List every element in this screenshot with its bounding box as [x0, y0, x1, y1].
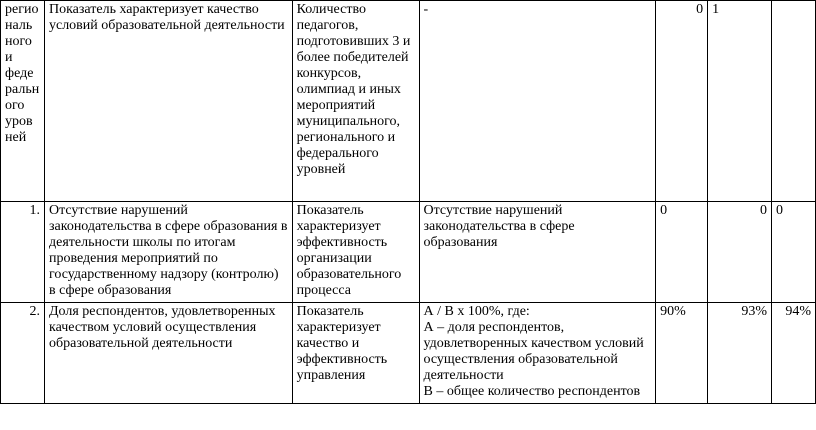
indicator-description-cell: Показатель характеризует эффективность организации образовательного процесса: [292, 202, 419, 303]
value-cell-2: 0: [708, 202, 772, 303]
value-cell-3: [771, 1, 815, 202]
row-number-line: и: [5, 50, 13, 65]
value-cell-3: 94%: [771, 303, 815, 404]
row-number-cell: 2.: [1, 303, 45, 404]
row-number-line: ого: [5, 98, 25, 113]
calculation-method-cell: Отсутствие нарушений законодательства в сфере образования: [419, 202, 656, 303]
value-cell-2: 93%: [708, 303, 772, 404]
value-cell-1: 0: [656, 1, 708, 202]
table-row: [1, 303, 816, 404]
calculation-method-cell: -: [419, 1, 656, 202]
indicator-description-cell: Количество педагогов, подготовивших 3 и более победителей конкурсов, олимпиад и иных мероприятий муниципального, регионального и федерального уровней: [292, 1, 419, 202]
method-line: А / В х 100%, где:: [423, 304, 530, 319]
calculation-method-cell: [419, 303, 656, 404]
row-number-line: наль: [5, 18, 33, 33]
value-cell-2: 1: [708, 1, 772, 202]
method-line: А – доля респондентов, удовлетворенных качеством условий осуществления образовательной деятельности: [423, 320, 644, 383]
table-row: [1, 202, 816, 303]
row-number-cell: [1, 1, 45, 202]
value-cell-1: 90%: [656, 303, 708, 404]
indicator-description-cell: Показатель характеризует качество и эффективность управления: [292, 303, 419, 404]
row-number-line: регио: [5, 2, 39, 17]
row-number-cell: 1.: [1, 202, 45, 303]
row-number-line: уров: [5, 114, 33, 129]
row-number-line: ней: [5, 130, 27, 145]
table-row: [1, 1, 816, 202]
value-cell-1: 0: [656, 202, 708, 303]
row-number-line: ральн: [5, 82, 40, 97]
value-cell-3: 0: [771, 202, 815, 303]
indicator-name-cell: Доля респондентов, удовлетворенных качеством условий осуществления образовательной деятельности: [44, 303, 292, 404]
row-number-line: ного: [5, 34, 32, 49]
row-number-line: феде: [5, 66, 34, 81]
indicator-name-cell: Отсутствие нарушений законодательства в сфере образования в деятельности школы по итогам проведения мероприятий по государственному надзору (контролю) в сфере образования: [44, 202, 292, 303]
method-line: В – общее количество респондентов: [423, 384, 641, 399]
indicator-name-cell: Показатель характеризует качество условий образовательной деятельности: [44, 1, 292, 202]
